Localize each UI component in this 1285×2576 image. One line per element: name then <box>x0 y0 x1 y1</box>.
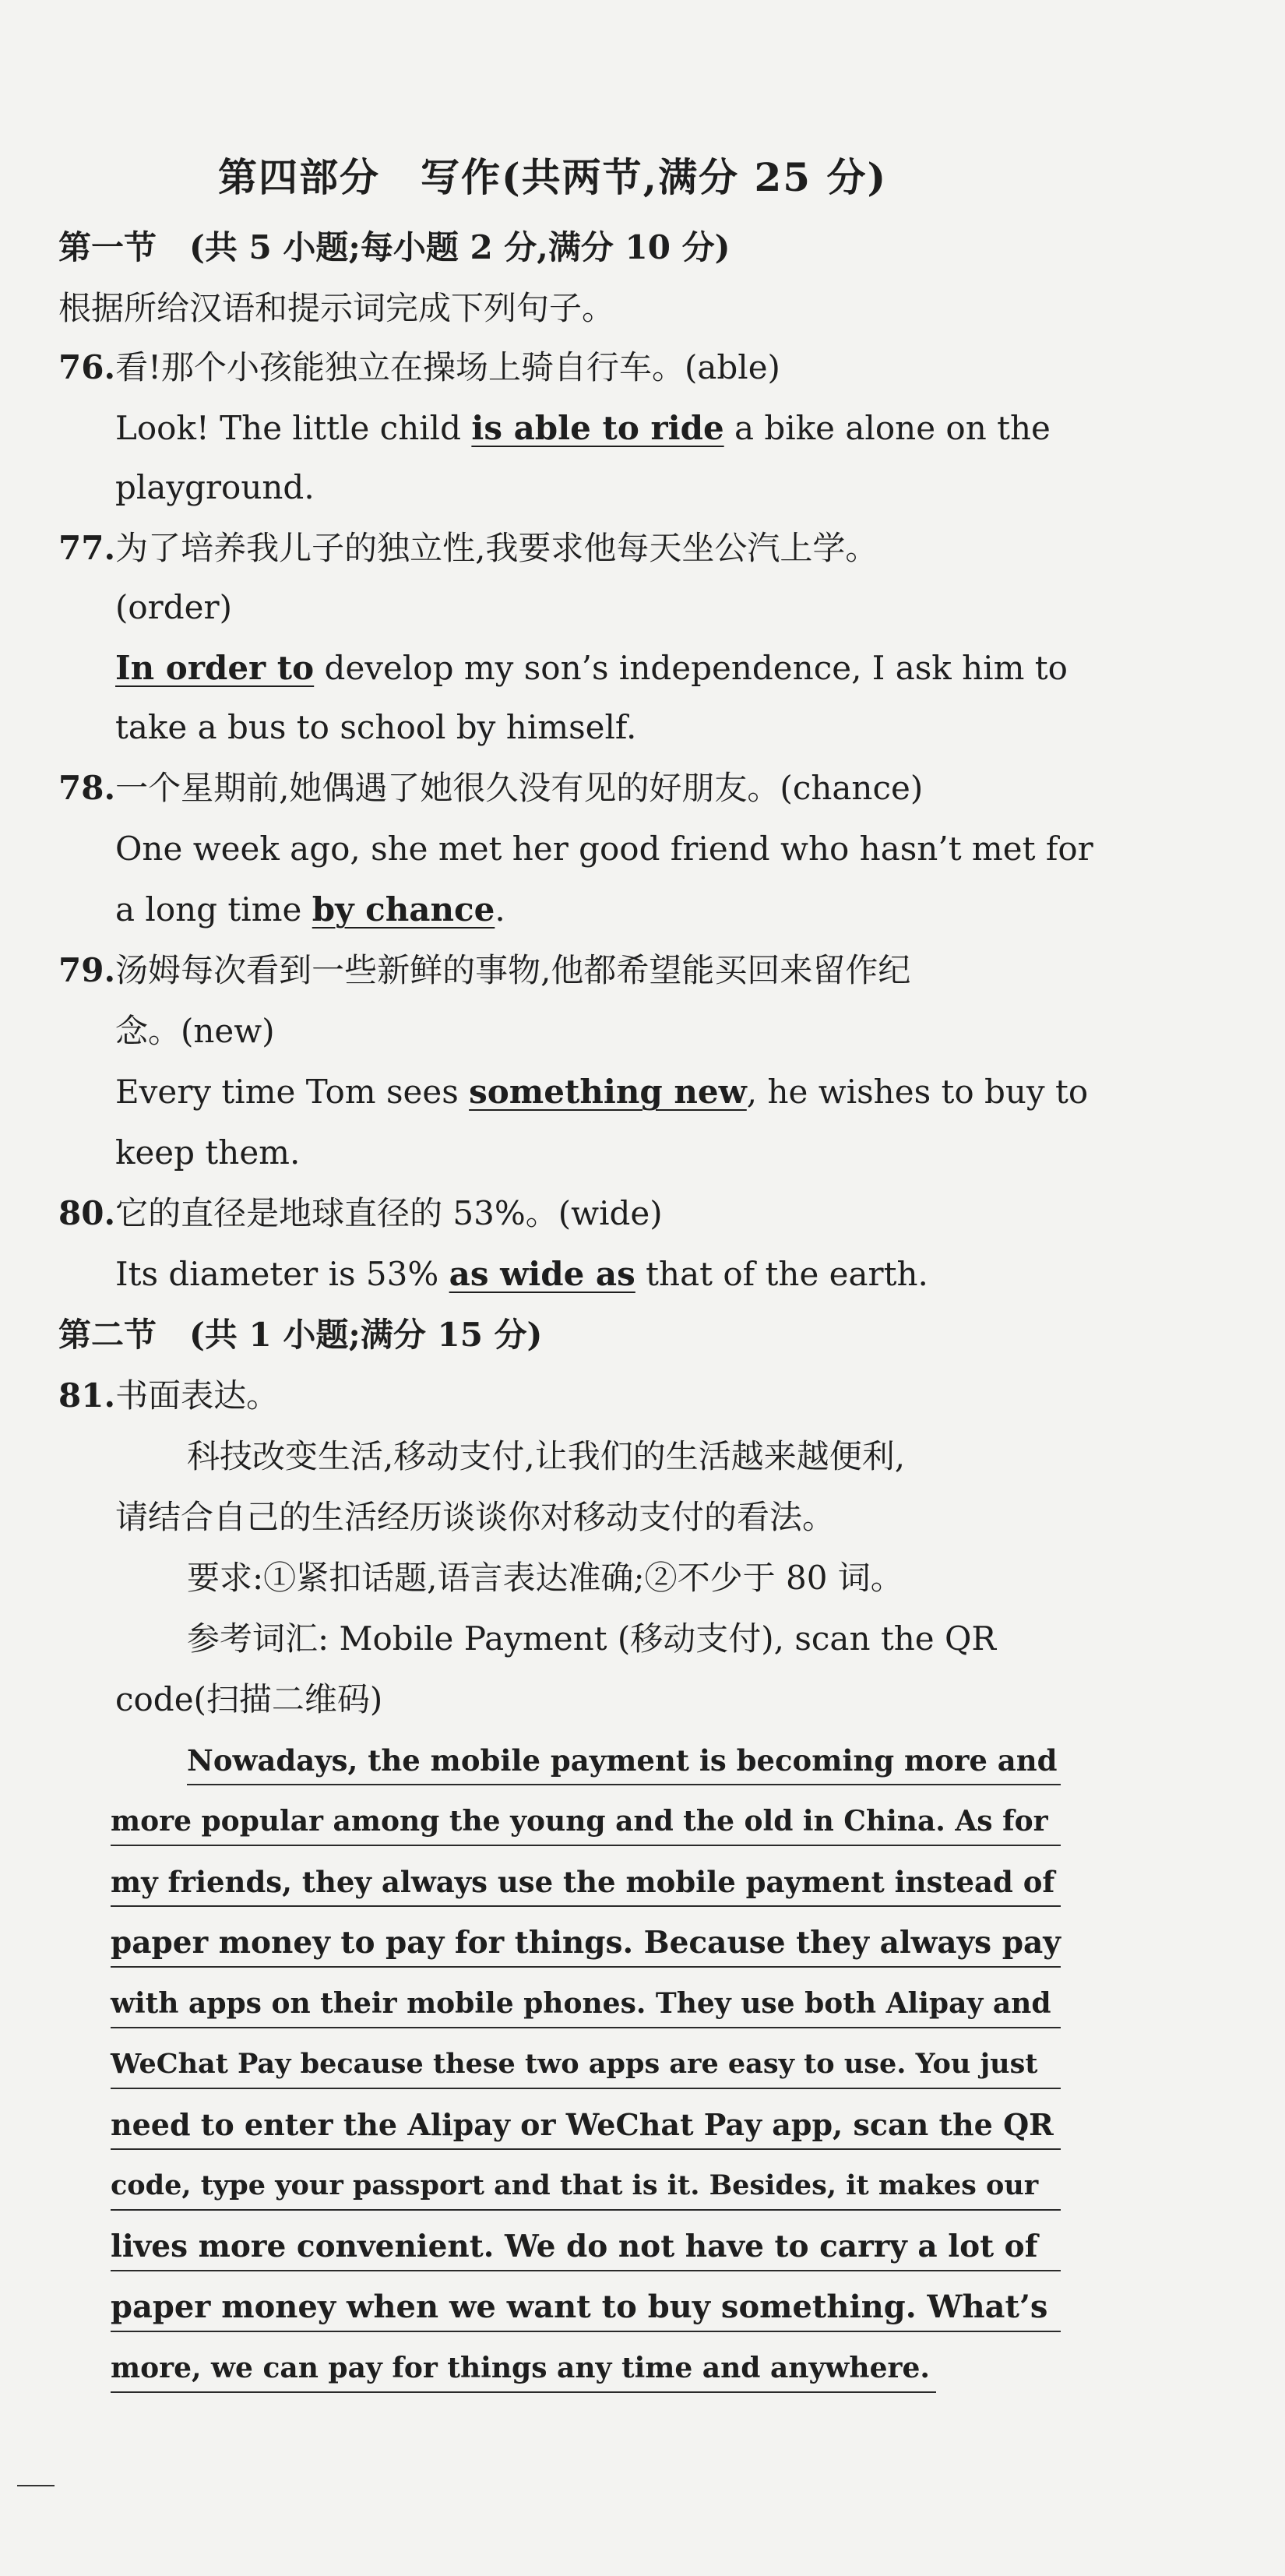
q77-hint: (order) <box>115 588 232 626</box>
q76-answer-line1 <box>115 407 1051 450</box>
essay-line-10: paper money when we want to buy something. What’s <box>111 2285 1061 2332</box>
q78-answer-line2 <box>115 888 505 932</box>
q81-para1: 科技改变生活,移动支付,让我们的生活越来越便利, <box>187 1437 906 1475</box>
q77-prompt <box>58 527 878 570</box>
essay-line-6: WeChat Pay because these two apps are easy to use. You just <box>111 2042 1061 2089</box>
q81-prompt <box>58 1374 279 1418</box>
q80-number: 80. <box>58 1194 116 1232</box>
q79-text-pre: Every time Tom sees <box>115 1073 470 1111</box>
q80-text-pre: Its diameter is 53% <box>115 1255 449 1293</box>
q77-text-post: develop my son’s independence, I ask him to <box>314 649 1068 687</box>
q80-answer: as wide as <box>449 1255 635 1293</box>
q78-number: 78. <box>58 769 116 807</box>
q79-text-post: , he wishes to buy to <box>746 1073 1089 1111</box>
essay-line-2: more popular among the young and the old in China. As for <box>111 1799 1061 1846</box>
essay-line-3: my friends, they always use the mobile payment instead of <box>111 1860 1061 1907</box>
q80-text-post: that of the earth. <box>635 1255 928 1293</box>
q81-requirement: 要求:①紧扣话题,语言表达准确;②不少于 80 词。 <box>187 1559 903 1597</box>
q76-answer: is able to ride <box>471 409 724 447</box>
q76-prompt <box>58 346 780 389</box>
essay-line-5: with apps on their mobile phones. They use both Alipay and <box>111 1982 1061 2028</box>
essay-line-9: lives more convenient. We do not have to carry a lot of <box>111 2225 1061 2271</box>
essay-line-11: more, we can pay for things any time and anywhere. <box>111 2346 936 2393</box>
q78-answer: by chance <box>312 890 495 929</box>
q80-prompt <box>58 1192 663 1235</box>
q80-answer-line1 <box>115 1253 928 1296</box>
q77-chinese: 为了培养我儿子的独立性,我要求他每天坐公汽上学。 <box>115 529 878 567</box>
q78-prompt <box>58 766 923 810</box>
q76-number: 76. <box>58 348 116 386</box>
q81-para2: 请结合自己的生活经历谈谈你对移动支付的看法。 <box>115 1498 836 1536</box>
q80-chinese: 它的直径是地球直径的 53%。(wide) <box>115 1194 663 1232</box>
q79-chinese: 汤姆每次看到一些新鲜的事物,他都希望能买回来留作纪 <box>115 951 911 989</box>
q76-text-post: a bike alone on the <box>723 409 1051 447</box>
q77-number: 77. <box>58 529 116 567</box>
essay-line-4: paper money to pay for things. Because they always pay <box>111 1921 1061 1968</box>
q81-vocab: 参考词汇: Mobile Payment (移动支付), scan the QR <box>187 1619 997 1658</box>
essay-line-7: need to enter the Alipay or WeChat Pay app, scan the QR <box>111 2103 1061 2150</box>
q77-answer: In order to <box>115 649 315 687</box>
q76-answer-line2: playground. <box>115 468 315 506</box>
q79-answer: something new <box>469 1073 747 1111</box>
q78-chinese: 一个星期前,她偶遇了她很久没有见的好朋友。(chance) <box>115 769 924 807</box>
section1-instruction: 根据所给汉语和提示词完成下列句子。 <box>58 289 615 327</box>
q78-text-pre: a long time <box>115 890 312 929</box>
q79-answer-line1 <box>115 1070 1088 1114</box>
q81-vocab-line2: code(扫描二维码) <box>115 1680 383 1718</box>
q76-chinese: 看!那个小孩能独立在操场上骑自行车。(able) <box>115 348 780 386</box>
section2-heading: 第二节 (共 1 小题;满分 15 分) <box>58 1316 543 1354</box>
essay-line-1: Nowadays, the mobile payment is becoming more and <box>187 1739 1061 1785</box>
q81-label: 书面表达。 <box>115 1376 280 1415</box>
essay-line-8: code, type your passport and that is it. Besides, it makes our <box>111 2164 1061 2211</box>
q76-text-pre: Look! The little child <box>115 409 472 447</box>
q78-answer-line1: One week ago, she met her good friend who hasn’t met for <box>115 830 1093 868</box>
q79-answer-line2: keep them. <box>115 1133 301 1172</box>
q77-answer-line1 <box>115 647 1068 690</box>
q79-prompt <box>58 949 910 992</box>
q77-answer-line2: take a bus to school by himself. <box>115 708 637 746</box>
part-title: 第四部分 写作(共两节,满分 25 分) <box>218 154 888 200</box>
q79-number: 79. <box>58 951 116 989</box>
q81-number: 81. <box>58 1376 116 1415</box>
q78-text-post: . <box>495 890 505 929</box>
section1-heading: 第一节 (共 5 小题;每小题 2 分,满分 10 分) <box>58 228 731 266</box>
q79-chinese-line2: 念。(new) <box>115 1012 275 1050</box>
bottom-divider <box>17 2485 55 2486</box>
